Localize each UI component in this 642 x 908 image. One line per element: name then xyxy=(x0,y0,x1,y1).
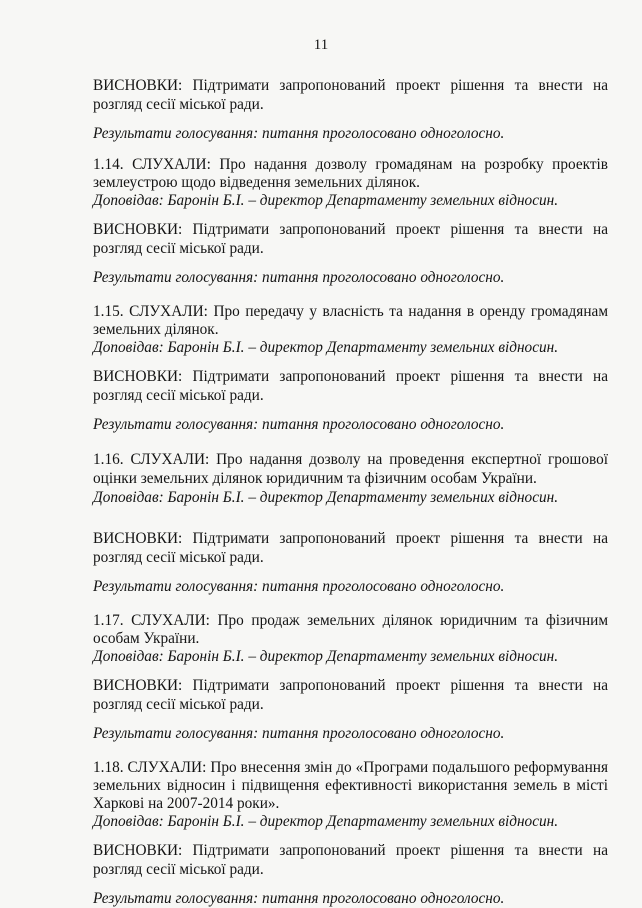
speaker-text: Доповідав: Баронін Б.І. – директор Департаменту земельних відносин. xyxy=(93,339,559,356)
vote-result-text: Результати голосування: питання проголосовано одноголосно. xyxy=(93,890,505,907)
speaker-text: Доповідав: Баронін Б.І. – директор Департаменту земельних відносин. xyxy=(93,489,559,506)
vote-result-text: Результати голосування: питання проголосовано одноголосно. xyxy=(93,578,505,595)
conclusion-text: ВИСНОВКИ: Підтримати запропонований проект рішення та внести на розгляд сесії міської ради. xyxy=(93,368,608,404)
speaker-text: Доповідав: Баронін Б.І. – директор Департаменту земельних відносин. xyxy=(93,813,559,830)
conclusion-text: ВИСНОВКИ: Підтримати запропонований проект рішення та внести на розгляд сесії міської ради. xyxy=(93,677,608,713)
conclusion-text: ВИСНОВКИ: Підтримати запропонований проект рішення та внести на розгляд сесії міської ради. xyxy=(93,221,608,257)
speaker-text: Доповідав: Баронін Б.І. – директор Департаменту земельних відносин. xyxy=(93,192,559,209)
heard-text-1-16: 1.16. СЛУХАЛИ: Про надання дозволу на проведення експертної грошової оцінки земельних ділянок юридичним та фізичним особам України. xyxy=(93,451,608,487)
heard-text-1-14: 1.14. СЛУХАЛИ: Про надання дозволу громадянам на розробку проектів землеустрою щодо відведення земельних ділянок. xyxy=(93,156,608,191)
heard-text-1-18: 1.18. СЛУХАЛИ: Про внесення змін до «Програми подальшого реформування земельних відносин і підвищення ефективності використання земель в місті Харкові на 2007-2014 роки». xyxy=(93,759,608,812)
vote-result-text: Результати голосування: питання проголосовано одноголосно. xyxy=(93,269,505,286)
conclusion-text: ВИСНОВКИ: Підтримати запропонований проект рішення та внести на розгляд сесії міської ради. xyxy=(93,842,608,878)
heard-text-1-15: 1.15. СЛУХАЛИ: Про передачу у власність та надання в оренду громадянам земельних ділянок. xyxy=(93,303,608,338)
page-number: 11 xyxy=(313,37,329,53)
speaker-text: Доповідав: Баронін Б.І. – директор Департаменту земельних відносин. xyxy=(93,648,559,665)
heard-text-1-17: 1.17. СЛУХАЛИ: Про продаж земельних ділянок юридичним та фізичним особам України. xyxy=(93,612,608,647)
conclusion-text: ВИСНОВКИ: Підтримати запропонований проект рішення та внести на розгляд сесії міської ради. xyxy=(93,530,608,566)
page-content xyxy=(93,76,608,908)
vote-result-text: Результати голосування: питання проголосовано одноголосно. xyxy=(93,125,505,142)
vote-result-text: Результати голосування: питання проголосовано одноголосно. xyxy=(93,725,505,742)
conclusion-text: ВИСНОВКИ: Підтримати запропонований проект рішення та внести на розгляд сесії міської ради. xyxy=(93,77,608,113)
vote-result-text: Результати голосування: питання проголосовано одноголосно. xyxy=(93,416,505,433)
